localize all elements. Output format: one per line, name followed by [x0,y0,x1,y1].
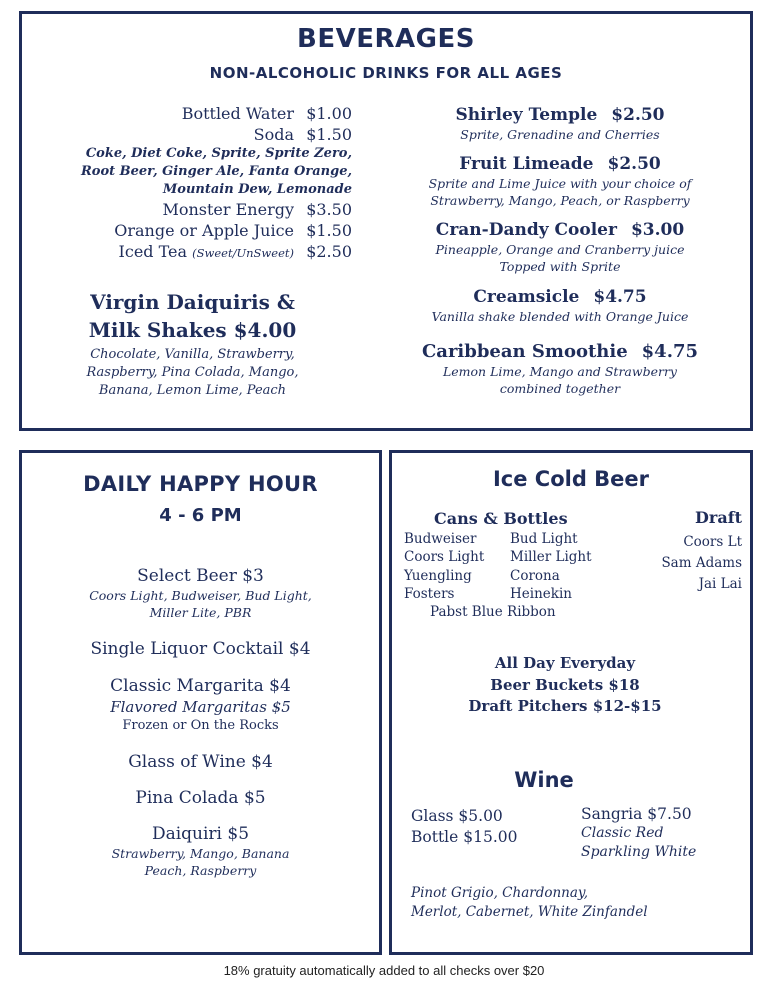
list-item: Heinekin [510,585,572,602]
menu-item [395,104,725,143]
sangria-option: Classic Red [581,825,664,841]
item-name: Creamsicle [473,287,580,307]
item-name: Cran-Dandy Cooler [435,220,617,240]
item-price: $3.00 [630,220,685,240]
item-name: Single Liquor Cocktail $4 [90,639,311,659]
item-name: Shirley Temple [455,105,598,125]
item-name: Orange or Apple Juice [114,221,294,240]
menu-item [40,124,352,145]
list-item: Pabst Blue Ribbon [430,604,556,620]
item-description: Strawberry, Mango, Banana [111,846,290,861]
item-name: Caribbean Smoothie [421,341,628,362]
menu-item [40,220,352,241]
item-description: Sprite and Lime Juice with your choice of [428,176,692,191]
list-item: Coors Lt [683,534,742,550]
beer-specials: All Day Everyday Beer Buckets $18 Draft Pitchers $12-$15 [468,654,662,715]
item-name: Select Beer $3 [137,566,264,586]
menu-item [40,241,352,264]
wine-bottle-price: Bottle $15.00 [411,828,518,846]
menu-item [395,286,725,325]
item-description: Topped with Sprite [499,259,621,274]
virgin-drinks [60,288,325,400]
list-item: Corona [510,567,560,584]
item-price: $1.50 [306,125,352,144]
wine-varietals: Pinot Grigio, Chardonnay, Merlot, Cabernet, White Zinfandel [411,885,648,920]
item-description: Miller Lite, PBR [149,605,252,620]
list-item: Miller Light [510,549,592,566]
beer-title: Ice Cold Beer [492,467,650,491]
happy-hour-time: 4 - 6 PM [159,505,242,526]
menu-item [395,341,725,397]
draft-heading: Draft [695,508,742,527]
item-price: $1.00 [306,104,352,123]
sangria [581,804,696,862]
item-name: Glass of Wine $4 [128,752,273,772]
gratuity-notice: 18% gratuity automatically added to all checks over $20 [223,963,545,978]
soda-flavors: Coke, Diet Coke, Sprite, Sprite Zero, Root Beer, Ginger Ale, Fanta Orange, Mountain Dew, Lemonade [80,146,352,197]
item-name: Classic Margarita $4 [110,676,291,696]
item-name: Daiquiri $5 [151,824,250,844]
list-item: Sam Adams [661,555,742,571]
item-name: Iced Tea (Sweet/UnSweet) [118,242,294,261]
item-price: $3.50 [306,200,352,219]
item-description: Flavored Margaritas $5 [110,698,291,716]
menu-item [19,675,382,735]
item-name: Bottled Water [181,104,294,123]
beverages-subtitle: NON-ALCOHOLIC DRINKS FOR ALL AGES [209,64,563,82]
sangria-option: Sparkling White [581,844,697,860]
cans-bottles-heading: Cans & Bottles [434,509,568,528]
menu-item [19,638,382,660]
item-price: $4.75 [593,287,647,307]
item-name: Soda [253,125,294,144]
wine-glass-price: Glass $5.00 [411,807,503,825]
item-price: $2.50 [306,242,352,261]
item-description: Peach, Raspberry [144,863,257,878]
item-description: combined together [499,381,621,396]
item-description: Sprite, Grenadine and Cherries [460,127,660,142]
item-name: Fruit Limeade [459,154,594,174]
item-description: Vanilla shake blended with Orange Juice [431,309,689,324]
list-item: Jai Lai [698,576,742,592]
item-description: Coors Light, Budweiser, Bud Light, [89,588,312,603]
menu-item [19,823,382,879]
item-price: $2.50 [611,105,665,125]
wine-prices [411,806,517,848]
list-item: Bud Light [510,531,578,547]
item-description: Frozen or On the Rocks [122,718,279,733]
section-heading: Milk Shakes $4.00 [88,318,297,342]
item-name: Monster Energy [162,200,294,219]
sangria-price: Sangria $7.50 [581,805,692,823]
item-name: Pina Colada $5 [135,788,266,808]
item-description: Strawberry, Mango, Peach, or Raspberry [430,193,690,208]
list-item: Fosters [404,585,455,602]
cans-list-col1 [404,530,484,603]
menu-item [395,153,725,209]
cans-list-col2 [510,530,592,603]
menu-item [40,199,352,220]
draft-list [630,532,742,595]
happy-hour-title: DAILY HAPPY HOUR [83,472,318,496]
section-heading: Virgin Daiquiris & [90,290,295,314]
list-item: Budweiser [404,531,477,547]
list-item: Yuengling [404,567,472,584]
beverages-title: BEVERAGES [297,24,475,54]
item-note: (Sweet/UnSweet) [192,246,294,260]
item-price: $1.50 [306,221,352,240]
menu-item [19,751,382,773]
list-item: Coors Light [404,549,485,566]
menu-item [19,565,382,621]
item-price: $4.75 [641,341,699,362]
item-description: Pineapple, Orange and Cranberry juice [435,242,685,257]
flavor-list: Chocolate, Vanilla, Strawberry, Raspberry, Pina Colada, Mango, Banana, Lemon Lime, Peach [86,347,299,398]
menu-item [395,219,725,275]
menu-item [40,103,352,124]
menu-item [19,787,382,809]
beverages-left-list [40,103,352,264]
item-description: Lemon Lime, Mango and Strawberry [442,364,677,379]
wine-title: Wine [514,768,574,792]
item-price: $2.50 [607,154,661,174]
